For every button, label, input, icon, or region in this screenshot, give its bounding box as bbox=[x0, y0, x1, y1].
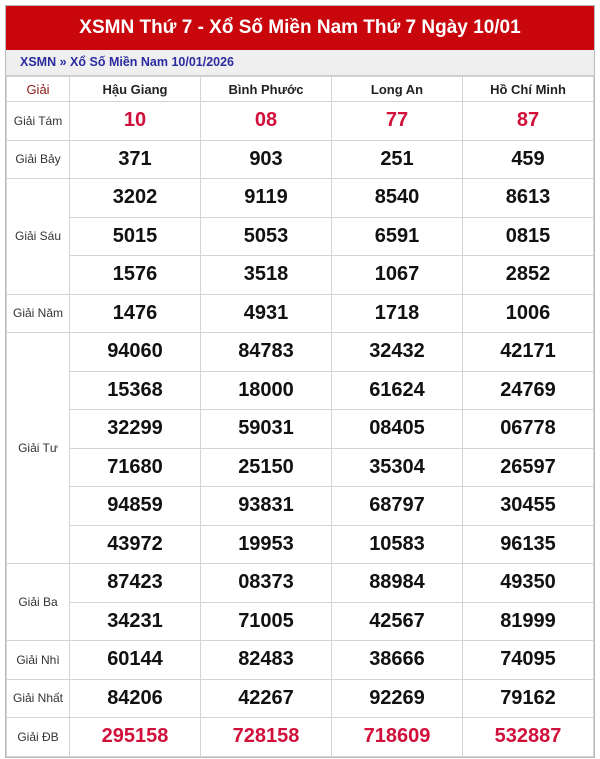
prize-number: 10 bbox=[70, 102, 201, 141]
prize-number: 371 bbox=[70, 140, 201, 179]
prize-number: 9119 bbox=[201, 179, 332, 218]
prize-number: 0815 bbox=[463, 217, 594, 256]
prize-number: 38666 bbox=[332, 641, 463, 680]
prize-label: Giải Nhì bbox=[7, 641, 70, 680]
table-row bbox=[7, 564, 594, 603]
table-row bbox=[7, 525, 594, 564]
prize-number: 68797 bbox=[332, 487, 463, 526]
prize-number: 77 bbox=[332, 102, 463, 141]
table-row bbox=[7, 179, 594, 218]
prize-label: Giải Tư bbox=[7, 333, 70, 564]
column-header-province: Hậu Giang bbox=[70, 77, 201, 102]
prize-number: 19953 bbox=[201, 525, 332, 564]
prize-label: Giải Nhất bbox=[7, 679, 70, 718]
prize-number: 79162 bbox=[463, 679, 594, 718]
table-row bbox=[7, 256, 594, 295]
table-row bbox=[7, 679, 594, 718]
page-title: XSMN Thứ 7 - Xổ Số Miền Nam Thứ 7 Ngày 10/01 bbox=[6, 6, 594, 50]
prize-number: 18000 bbox=[201, 371, 332, 410]
prize-number: 71680 bbox=[70, 448, 201, 487]
prize-number: 8613 bbox=[463, 179, 594, 218]
prize-number: 5053 bbox=[201, 217, 332, 256]
prize-number: 35304 bbox=[332, 448, 463, 487]
prize-number: 532887 bbox=[463, 718, 594, 757]
prize-number: 74095 bbox=[463, 641, 594, 680]
prize-number: 8540 bbox=[332, 179, 463, 218]
column-header-province: Bình Phước bbox=[201, 77, 332, 102]
prize-number: 1718 bbox=[332, 294, 463, 333]
column-header-prize: Giải bbox=[7, 77, 70, 102]
prize-number: 59031 bbox=[201, 410, 332, 449]
table-row bbox=[7, 333, 594, 372]
prize-number: 08 bbox=[201, 102, 332, 141]
prize-number: 71005 bbox=[201, 602, 332, 641]
prize-number: 26597 bbox=[463, 448, 594, 487]
prize-label: Giải Tám bbox=[7, 102, 70, 141]
breadcrumb-separator: » bbox=[59, 55, 67, 69]
prize-number: 08405 bbox=[332, 410, 463, 449]
prize-number: 94859 bbox=[70, 487, 201, 526]
results-panel bbox=[5, 5, 595, 758]
prize-number: 61624 bbox=[332, 371, 463, 410]
prize-number: 903 bbox=[201, 140, 332, 179]
prize-number: 1476 bbox=[70, 294, 201, 333]
table-row bbox=[7, 718, 594, 757]
prize-number: 5015 bbox=[70, 217, 201, 256]
prize-number: 24769 bbox=[463, 371, 594, 410]
prize-label: Giải Năm bbox=[7, 294, 70, 333]
prize-number: 49350 bbox=[463, 564, 594, 603]
prize-number: 1006 bbox=[463, 294, 594, 333]
prize-number: 42567 bbox=[332, 602, 463, 641]
table-row bbox=[7, 294, 594, 333]
prize-number: 4931 bbox=[201, 294, 332, 333]
prize-number: 15368 bbox=[70, 371, 201, 410]
prize-number: 251 bbox=[332, 140, 463, 179]
results-table bbox=[6, 76, 594, 757]
prize-number: 728158 bbox=[201, 718, 332, 757]
prize-number: 459 bbox=[463, 140, 594, 179]
prize-number: 96135 bbox=[463, 525, 594, 564]
table-row bbox=[7, 487, 594, 526]
prize-number: 6591 bbox=[332, 217, 463, 256]
prize-number: 34231 bbox=[70, 602, 201, 641]
prize-number: 94060 bbox=[70, 333, 201, 372]
table-row bbox=[7, 102, 594, 141]
prize-number: 08373 bbox=[201, 564, 332, 603]
prize-label: Giải Bảy bbox=[7, 140, 70, 179]
prize-number: 88984 bbox=[332, 564, 463, 603]
prize-label: Giải ĐB bbox=[7, 718, 70, 757]
table-row bbox=[7, 602, 594, 641]
prize-number: 93831 bbox=[201, 487, 332, 526]
prize-number: 718609 bbox=[332, 718, 463, 757]
prize-number: 06778 bbox=[463, 410, 594, 449]
breadcrumb-current-link[interactable]: Xổ Số Miền Nam 10/01/2026 bbox=[70, 55, 235, 69]
column-header-province: Long An bbox=[332, 77, 463, 102]
prize-number: 2852 bbox=[463, 256, 594, 295]
table-row bbox=[7, 641, 594, 680]
table-row bbox=[7, 217, 594, 256]
prize-number: 60144 bbox=[70, 641, 201, 680]
prize-number: 82483 bbox=[201, 641, 332, 680]
column-header-province: Hồ Chí Minh bbox=[463, 77, 594, 102]
prize-number: 25150 bbox=[201, 448, 332, 487]
prize-number: 42171 bbox=[463, 333, 594, 372]
prize-number: 32299 bbox=[70, 410, 201, 449]
prize-number: 87423 bbox=[70, 564, 201, 603]
prize-number: 1067 bbox=[332, 256, 463, 295]
prize-number: 92269 bbox=[332, 679, 463, 718]
prize-number: 87 bbox=[463, 102, 594, 141]
prize-label: Giải Sáu bbox=[7, 179, 70, 295]
prize-number: 32432 bbox=[332, 333, 463, 372]
prize-number: 42267 bbox=[201, 679, 332, 718]
prize-number: 1576 bbox=[70, 256, 201, 295]
prize-number: 43972 bbox=[70, 525, 201, 564]
prize-number: 81999 bbox=[463, 602, 594, 641]
table-row bbox=[7, 140, 594, 179]
breadcrumb bbox=[6, 50, 594, 76]
table-row bbox=[7, 448, 594, 487]
prize-label: Giải Ba bbox=[7, 564, 70, 641]
prize-number: 3518 bbox=[201, 256, 332, 295]
prize-number: 10583 bbox=[332, 525, 463, 564]
prize-number: 84783 bbox=[201, 333, 332, 372]
prize-number: 30455 bbox=[463, 487, 594, 526]
prize-number: 295158 bbox=[70, 718, 201, 757]
prize-number: 3202 bbox=[70, 179, 201, 218]
prize-number: 84206 bbox=[70, 679, 201, 718]
table-row bbox=[7, 410, 594, 449]
breadcrumb-root-link[interactable]: XSMN bbox=[20, 55, 57, 69]
table-row bbox=[7, 371, 594, 410]
